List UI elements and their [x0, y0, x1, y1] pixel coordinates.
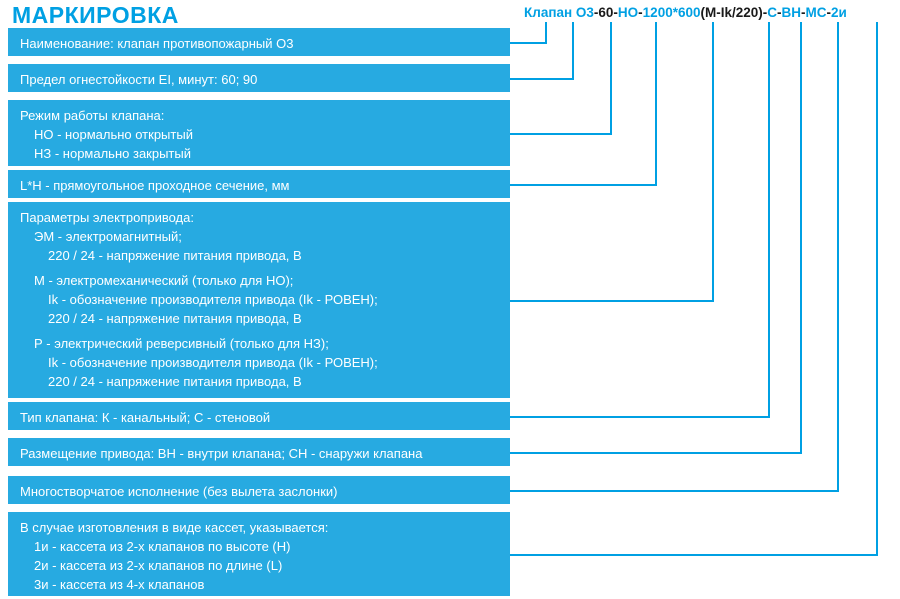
connector-vertical: [837, 22, 839, 492]
code-segment: МС: [805, 5, 827, 20]
box-line: Предел огнестойкости EI, минут: 60; 90: [20, 72, 258, 87]
box-line: Ik - обозначение производителя привода (Ik - РОВЕН);: [48, 355, 378, 370]
box-line: НЗ - нормально закрытый: [34, 146, 191, 161]
code-segment: -: [801, 5, 806, 20]
box-line: НО - нормально открытый: [34, 127, 193, 142]
connector-horizontal: [510, 452, 800, 454]
code-segment: Клапан О3: [524, 5, 594, 20]
box-line: Размещение привода: ВН - внутри клапана; СН - снаружи клапана: [20, 446, 423, 461]
box-line: Параметры электропривода:: [20, 210, 194, 225]
code-segment: -: [638, 5, 643, 20]
connector-horizontal: [510, 490, 837, 492]
description-box-parametry-elektroprivoda: [8, 202, 510, 398]
code-segment: -: [826, 5, 831, 20]
connector-horizontal: [510, 416, 768, 418]
description-box-mnogostvorchatoe: [8, 476, 510, 504]
code-segment: -60-: [593, 5, 618, 20]
product-code: [524, 5, 847, 20]
box-line: 2и - кассета из 2-х клапанов по длине (L): [34, 558, 283, 573]
description-box-razmeshchenie-privoda: [8, 438, 510, 466]
description-box-kassety: [8, 512, 510, 596]
box-line: 220 / 24 - напряжение питания привода, В: [48, 311, 302, 326]
box-line: L*H - прямоугольное проходное сечение, мм: [20, 178, 290, 193]
page-title: МАРКИРОВКА: [12, 2, 179, 28]
box-line: М - электромеханический (только для НО);: [34, 273, 294, 288]
connector-horizontal: [510, 133, 610, 135]
description-box-predel-ognestoykosti: [8, 64, 510, 92]
box-line: Наименование: клапан противопожарный О3: [20, 36, 294, 51]
code-segment: -: [777, 5, 782, 20]
box-line: Р - электрический реверсивный (только для НЗ);: [34, 336, 329, 351]
box-line: Ik - обозначение производителя привода (Ik - РОВЕН);: [48, 292, 378, 307]
connector-vertical: [610, 22, 612, 135]
box-line: ЭМ - электромагнитный;: [34, 229, 182, 244]
code-segment: ВН: [781, 5, 801, 20]
box-line: 1и - кассета из 2-х клапанов по высоте (Н): [34, 539, 291, 554]
connector-vertical: [712, 22, 714, 302]
box-line: Тип клапана: К - канальный; С - стеновой: [20, 410, 271, 425]
description-box-sechenie: [8, 170, 510, 198]
connector-horizontal: [510, 184, 655, 186]
connector-horizontal: [510, 42, 545, 44]
code-segment: С: [767, 5, 777, 20]
box-line: Режим работы клапана:: [20, 108, 165, 123]
code-segment: НО: [617, 5, 639, 20]
box-line: 220 / 24 - напряжение питания привода, В: [48, 248, 302, 263]
connector-horizontal: [510, 300, 712, 302]
box-line: Многостворчатое исполнение (без вылета заслонки): [20, 484, 338, 499]
code-segment: (М-Ik/220)-: [700, 5, 768, 20]
connector-vertical: [876, 22, 878, 556]
description-box-naimenovanie: [8, 28, 510, 56]
connector-vertical: [572, 22, 574, 80]
connector-vertical: [655, 22, 657, 186]
box-line: 3и - кассета из 4-х клапанов: [34, 577, 205, 592]
description-box-rezhim-raboty: [8, 100, 510, 166]
code-segment: 1200*600: [642, 5, 701, 20]
connector-vertical: [545, 22, 547, 44]
connector-vertical: [768, 22, 770, 418]
description-box-tip-klapana: [8, 402, 510, 430]
box-line: 220 / 24 - напряжение питания привода, В: [48, 374, 302, 389]
connector-vertical: [800, 22, 802, 454]
code-segment: 2и: [831, 5, 847, 20]
connector-horizontal: [510, 554, 876, 556]
box-line: В случае изготовления в виде кассет, указывается:: [20, 520, 329, 535]
connector-horizontal: [510, 78, 572, 80]
